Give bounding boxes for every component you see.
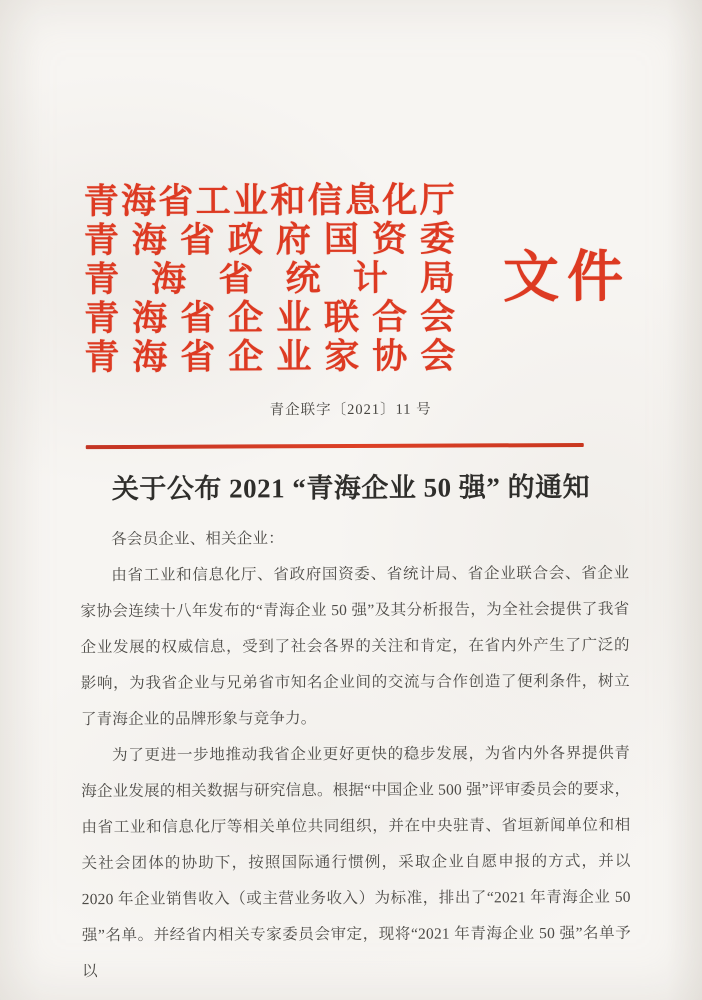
letterhead-org-line-5: 青 海 省 企 业 家 协 会 (84, 336, 456, 378)
salutation-line: 各会员企业、相关企业： (111, 530, 284, 549)
document-number: 青企联字〔2021〕11 号 (269, 401, 432, 419)
letterhead-document-label: 文 件 (502, 246, 624, 310)
document-title: 关于公布 2021 “青海企业 50 强” 的通知 (111, 471, 591, 505)
document-body (80, 520, 631, 990)
red-divider-rule (86, 443, 584, 449)
body-paragraph-2: 为了更进一步地推动我省企业更好更快的稳步发展，为省内外各界提供青海企业发展的相关数据与研究信息。根据“中国企业 500 强”评审委员会的要求，由省工业和信息化厅等相关单位共同组织，并在中央驻青、省垣新闻单位和相关社会团体的协助下，按照国际通行惯例，采取企业自愿申报的方式，并以 2020 年企业销售收入（或主营业务收入）为标准，排出了“2021 年青海企业 50 强”名单。并经省内相关专家委员会审定，现将“2021 年青海企业 50 强”名单予以 (81, 744, 631, 981)
letterhead-org-line-2: 青 海 省 政 府 国 资 委 (83, 219, 455, 261)
letterhead-org-line-1: 青 海 省 工 业 和 信 息 化 厅 (83, 180, 455, 222)
body-paragraph-1: 由省工业和信息化厅、省政府国资委、省统计局、省企业联合会、省企业家协会连续十八年发布的“青海企业 50 强”及其分析报告，为全社会提供了我省企业发展的权威信息，受到了社会各界的关注和肯定，在省内外产生了广泛的影响，为我省企业与兄弟省市知名企业间的交流与合作创造了便利条件，树立了青海企业的品牌形象与竞争力。 (80, 564, 630, 729)
letterhead-org-line-4: 青 海 省 企 业 联 合 会 (84, 297, 456, 339)
letterhead-org-block (84, 181, 456, 378)
letterhead-org-line-3: 青 海 省 统 计 局 (83, 258, 456, 300)
